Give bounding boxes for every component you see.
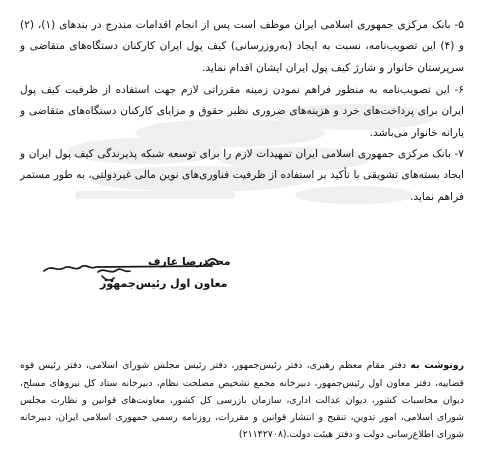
decree-clause-6: ۶- این تصویب‌نامه به منظور فراهم نمودن زمینه مقرراتی لازم جهت استفاده از ظرفیت کیف پول ایران برای پرداخت‌های خرد و هزینه‌های ضروری نظیر حقوق و مزایای کارکنان دستگاه‌های متقاضی و یارانه خانوار می‌باشد. <box>20 83 464 139</box>
distribution-heading: رونوشت به <box>410 360 464 372</box>
signature-block <box>40 245 240 310</box>
signer-name: محمدرضا عارف <box>148 255 231 268</box>
decree-clause-7: ۷- بانک مرکزی جمهوری اسلامی ایران تمهیدات لازم را برای توسعه شبکه پذیرندگی کیف پول ایران و ایجاد بسته‌های تشویقی با تأکید بر استفاده از ظرفیت فناوری‌های نوین مالی غیردولتی، به طور مستمر فراهم نماید. <box>20 147 464 203</box>
distribution-recipients: دفتر مقام معظم رهبری، دفتر رئیس‌جمهور، دفتر رئیس مجلس شورای اسلامی، دفتر رئیس قوه قضاییه، دفتر معاون اول رئیس‌جمهور، دبیرخانه مجمع تشخیص مصلحت نظام، دبیرخانه ستاد کل نیروهای مسلح، دیوان محاسبات کشور، دیوان عدالت اداری، سازمان بازرسی کل کشور، معاونت‌های قوانین و نظارت مجلس شورای اسلامی، امور تدوین، تنقیح و انتشار قوانین و مقررات، روزنامه رسمی جمهوری اسلامی ایران، دبیرخانه شورای اطلاع‌رسانی دولت و دفتر هیئت دولت.(۲۱۱۴۲۷۰۸) <box>20 360 464 441</box>
distribution-list <box>20 357 464 443</box>
decree-clause-5: ۵- بانک مرکزی جمهوری اسلامی ایران موظف است پس از انجام اقدامات مندرج در بندهای (۱)، (۲) و (۴) این تصویب‌نامه، نسبت به ایجاد (به‌روزرسانی) کیف پول ایران کارکنان دستگاه‌های متقاضی و سرپرستان خانوار و شارژ کیف پول ایران ایشان اقدام نماید. <box>20 18 464 74</box>
signer-title: معاون اول رئیس‌جمهور <box>100 277 228 290</box>
